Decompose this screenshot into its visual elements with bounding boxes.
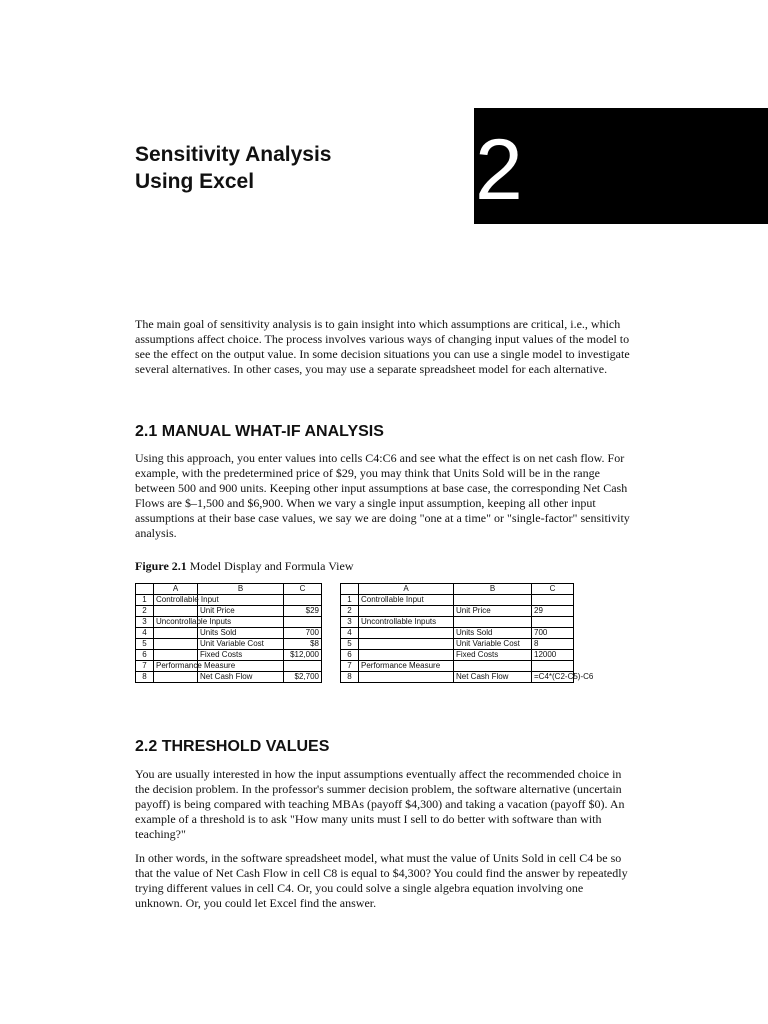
cell — [154, 639, 198, 650]
section-heading-manual-what-if: 2.1 MANUAL WHAT-IF ANALYSIS — [135, 423, 384, 440]
column-header: C — [284, 584, 322, 595]
row-number: 8 — [341, 672, 359, 683]
cell — [154, 650, 198, 661]
section1-paragraph: Using this approach, you enter values into cells C4:C6 and see what the effect is on net cash flow. For example, with the predetermined price of $29, you may think that Units Sold will be in the range between 500 and 900 units. Keeping other input assumptions at base case, the corresponding Net Cash Flows are $–1,500 and $6,900. When we vary a single input assumption, keeping all other input assumptions at their base case values, we say we are doing "one at a time" or "single-factor" sensitivity analysis. — [135, 451, 630, 540]
figure-label: Figure 2.1 — [135, 559, 187, 573]
figure-caption — [135, 559, 354, 574]
cell: Unit Price — [198, 606, 284, 617]
table-row — [341, 672, 574, 683]
row-number: 3 — [341, 617, 359, 628]
figure-caption-text: Model Display and Formula View — [186, 559, 354, 573]
cell: Net Cash Flow — [454, 672, 532, 683]
cell: Controllable Input — [359, 595, 454, 606]
cell: $29 — [284, 606, 322, 617]
row-number: 7 — [341, 661, 359, 672]
section2-paragraph-1: You are usually interested in how the input assumptions eventually affect the recommended choice in the decision problem. In the professor's summer decision problem, the software alternative (uncertain payoff) is being compared with teaching MBAs (payoff $4,300) and taking a vacation (payoff $0). An example of a threshold is to ask "How many units must I sell to do better with software than with teaching?" — [135, 767, 625, 841]
cell — [532, 595, 574, 606]
cell — [359, 639, 454, 650]
cell: Fixed Costs — [454, 650, 532, 661]
column-header: B — [198, 584, 284, 595]
cell — [284, 661, 322, 672]
table-row — [136, 606, 322, 617]
cell: 8 — [532, 639, 574, 650]
table-row — [136, 639, 322, 650]
table-row — [136, 595, 322, 606]
table-row — [136, 650, 322, 661]
table-row — [341, 595, 574, 606]
cell: 700 — [532, 628, 574, 639]
cell: 12000 — [532, 650, 574, 661]
table-row — [341, 661, 574, 672]
chapter-number: 2 — [475, 122, 523, 218]
row-number: 1 — [341, 595, 359, 606]
column-header — [341, 584, 359, 595]
cell: $2,700 — [284, 672, 322, 683]
cell: Units Sold — [198, 628, 284, 639]
column-header: A — [154, 584, 198, 595]
cell: Unit Variable Cost — [454, 639, 532, 650]
section2-paragraph-2: In other words, in the software spreadsheet model, what must the value of Units Sold in cell C4 be so that the value of Net Cash Flow in cell C8 is equal to $4,300? You could find the answer by repeatedly trying different values in cell C4. Or, you could solve a single algebra equation involving one unknown. Or, you could let Excel find the answer. — [135, 851, 628, 910]
cell: Uncontrollable Inputs — [154, 617, 198, 628]
intro-paragraph: The main goal of sensitivity analysis is to gain insight into which assumptions are critical, i.e., which assumptions affect choice. The process involves various ways of changing input values of the model to see the effect on the output value. In some decision situations you can use a single model to investigate several alternatives. In other cases, you may use a separate spreadsheet model for each alternative. — [135, 317, 630, 376]
cell: Net Cash Flow — [198, 672, 284, 683]
cell — [454, 661, 532, 672]
row-number: 7 — [136, 661, 154, 672]
cell: Uncontrollable Inputs — [359, 617, 454, 628]
cell — [284, 595, 322, 606]
column-header: A — [359, 584, 454, 595]
column-header — [136, 584, 154, 595]
table-row — [136, 672, 322, 683]
cell: Unit Variable Cost — [198, 639, 284, 650]
table-row — [136, 628, 322, 639]
table-row — [341, 617, 574, 628]
cell: $12,000 — [284, 650, 322, 661]
cell — [284, 617, 322, 628]
cell — [154, 606, 198, 617]
cell: =C4*(C2-C5)-C6 — [532, 672, 574, 683]
table-row — [341, 650, 574, 661]
cell: Unit Price — [454, 606, 532, 617]
cell: Controllable Input — [154, 595, 198, 606]
row-number: 6 — [136, 650, 154, 661]
table-header-row — [136, 584, 322, 595]
cell — [454, 617, 532, 628]
table-row — [136, 661, 322, 672]
row-number: 5 — [341, 639, 359, 650]
cell — [532, 661, 574, 672]
cell — [154, 628, 198, 639]
row-number: 6 — [341, 650, 359, 661]
formula-view-table — [340, 583, 594, 683]
table-row — [341, 639, 574, 650]
section-heading-threshold-values: 2.2 THRESHOLD VALUES — [135, 738, 330, 755]
cell — [359, 606, 454, 617]
cell: Units Sold — [454, 628, 532, 639]
row-number: 4 — [136, 628, 154, 639]
column-header: B — [454, 584, 532, 595]
chapter-title-line2: Using Excel — [135, 170, 255, 193]
row-number: 8 — [136, 672, 154, 683]
row-number: 2 — [136, 606, 154, 617]
cell — [359, 672, 454, 683]
row-number: 2 — [341, 606, 359, 617]
table-row — [341, 606, 574, 617]
table-header-row — [341, 584, 574, 595]
cell — [154, 672, 198, 683]
row-number: 3 — [136, 617, 154, 628]
cell — [532, 617, 574, 628]
chapter-title — [135, 141, 331, 195]
cell: Performance Measure — [359, 661, 454, 672]
cell — [359, 628, 454, 639]
chapter-title-line1: Sensitivity Analysis — [135, 143, 332, 166]
model-display-table — [135, 583, 322, 683]
cell: Fixed Costs — [198, 650, 284, 661]
cell — [359, 650, 454, 661]
cell: 29 — [532, 606, 574, 617]
table-row — [341, 628, 574, 639]
row-number: 5 — [136, 639, 154, 650]
table-row — [136, 617, 322, 628]
row-number: 4 — [341, 628, 359, 639]
row-number: 1 — [136, 595, 154, 606]
cell: $8 — [284, 639, 322, 650]
cell: 700 — [284, 628, 322, 639]
cell: Performance Measure — [154, 661, 198, 672]
cell — [454, 595, 532, 606]
column-header: C — [532, 584, 574, 595]
